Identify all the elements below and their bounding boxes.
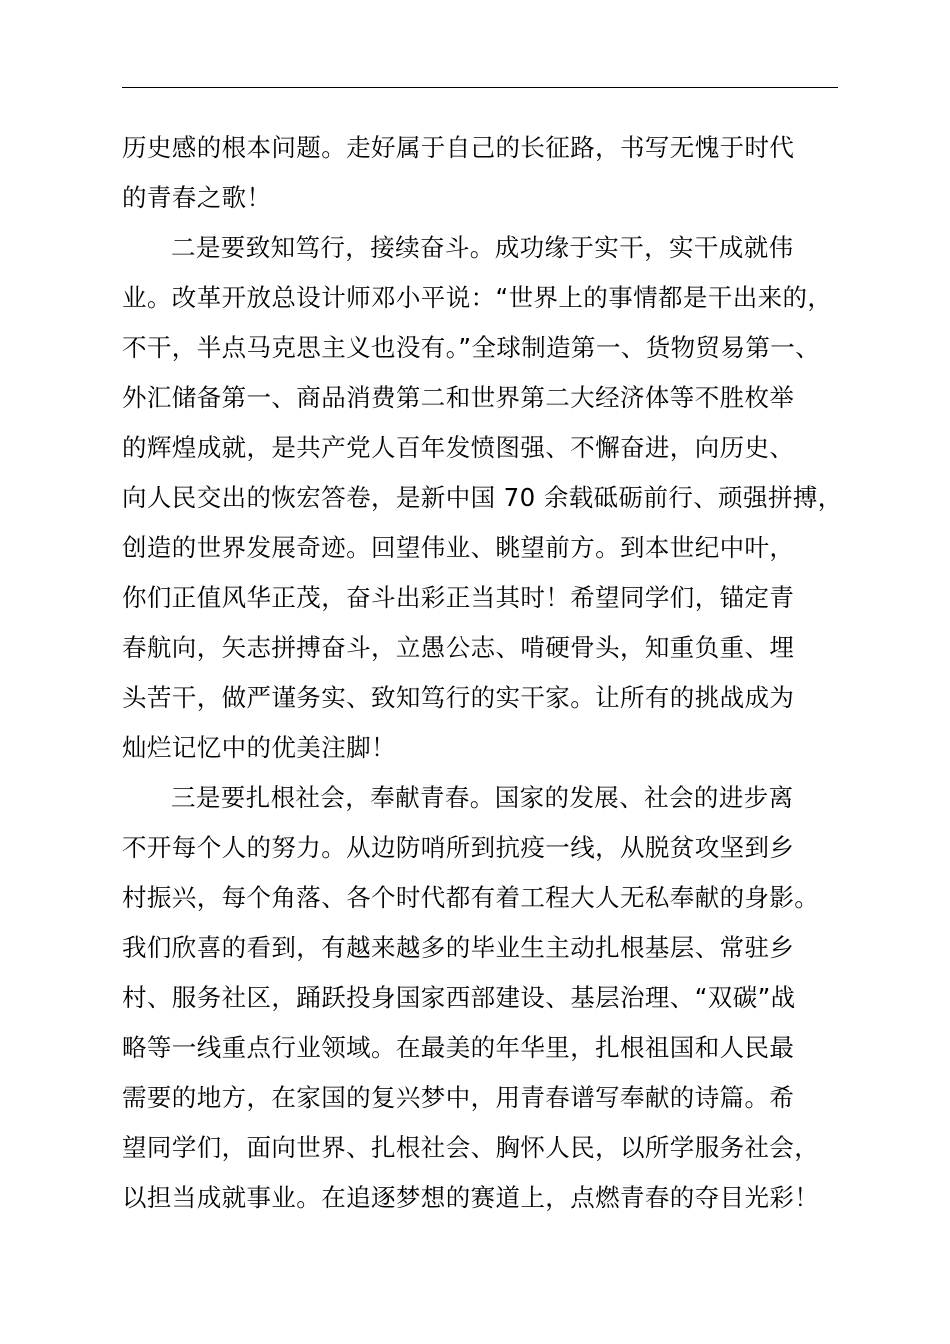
text-line: 外汇储备第一、商品消费第二和世界第二大经济体等不胜枚举 xyxy=(122,383,795,412)
paragraph-start-line: 二是要致知笃行，接续奋斗。成功缘于实干，实干成就伟 xyxy=(171,233,794,262)
text-line: 不开每个人的努力。从边防哨所到抗疫一线，从脱贫攻坚到乡 xyxy=(122,833,795,862)
text-line: 需要的地方，在家国的复兴梦中，用青春谱写奉献的诗篇。希 xyxy=(122,1083,795,1112)
text-line: 春航向，矢志拼搏奋斗，立愚公志、啃硬骨头，知重负重、埋 xyxy=(122,633,795,662)
text-line: 略等一线重点行业领域。在最美的年华里，扎根祖国和人民最 xyxy=(122,1033,795,1062)
text-line: 以担当成就事业。在追逐梦想的赛道上，点燃青春的夺目光彩！ xyxy=(122,1183,820,1212)
text-line: 向人民交出的恢宏答卷，是新中国 70 余载砥砺前行、顽强拼搏， xyxy=(122,483,843,512)
text-line: 你们正值风华正茂，奋斗出彩正当其时！希望同学们，锚定青 xyxy=(122,583,795,612)
text-line: 望同学们，面向世界、扎根社会、胸怀人民，以所学服务社会， xyxy=(122,1133,820,1162)
text-line: 历史感的根本问题。走好属于自己的长征路，书写无愧于时代 xyxy=(122,133,795,162)
text-line: 我们欣喜的看到，有越来越多的毕业生主动扎根基层、常驻乡 xyxy=(122,933,795,962)
header-rule xyxy=(122,87,838,88)
paragraph-start-line: 三是要扎根社会，奉献青春。国家的发展、社会的进步离 xyxy=(171,783,794,812)
text-line: 灿烂记忆中的优美注脚！ xyxy=(122,733,396,762)
text-line: 村、服务社区，踊跃投身国家西部建设、基层治理、“双碳”战 xyxy=(122,983,796,1012)
text-line: 业。改革开放总设计师邓小平说：“世界上的事情都是干出来的， xyxy=(122,283,833,312)
text-line: 的青春之歌！ xyxy=(122,183,272,212)
text-line: 创造的世界发展奇迹。回望伟业、眺望前方。到本世纪中叶， xyxy=(122,533,795,562)
text-line: 不干，半点马克思主义也没有。”全球制造第一、货物贸易第一、 xyxy=(122,333,821,362)
text-line: 村振兴，每个角落、各个时代都有着工程大人无私奉献的身影。 xyxy=(122,883,820,912)
text-line: 的辉煌成就，是共产党人百年发愤图强、不懈奋进，向历史、 xyxy=(122,433,795,462)
text-line: 头苦干，做严谨务实、致知笃行的实干家。让所有的挑战成为 xyxy=(122,683,795,712)
